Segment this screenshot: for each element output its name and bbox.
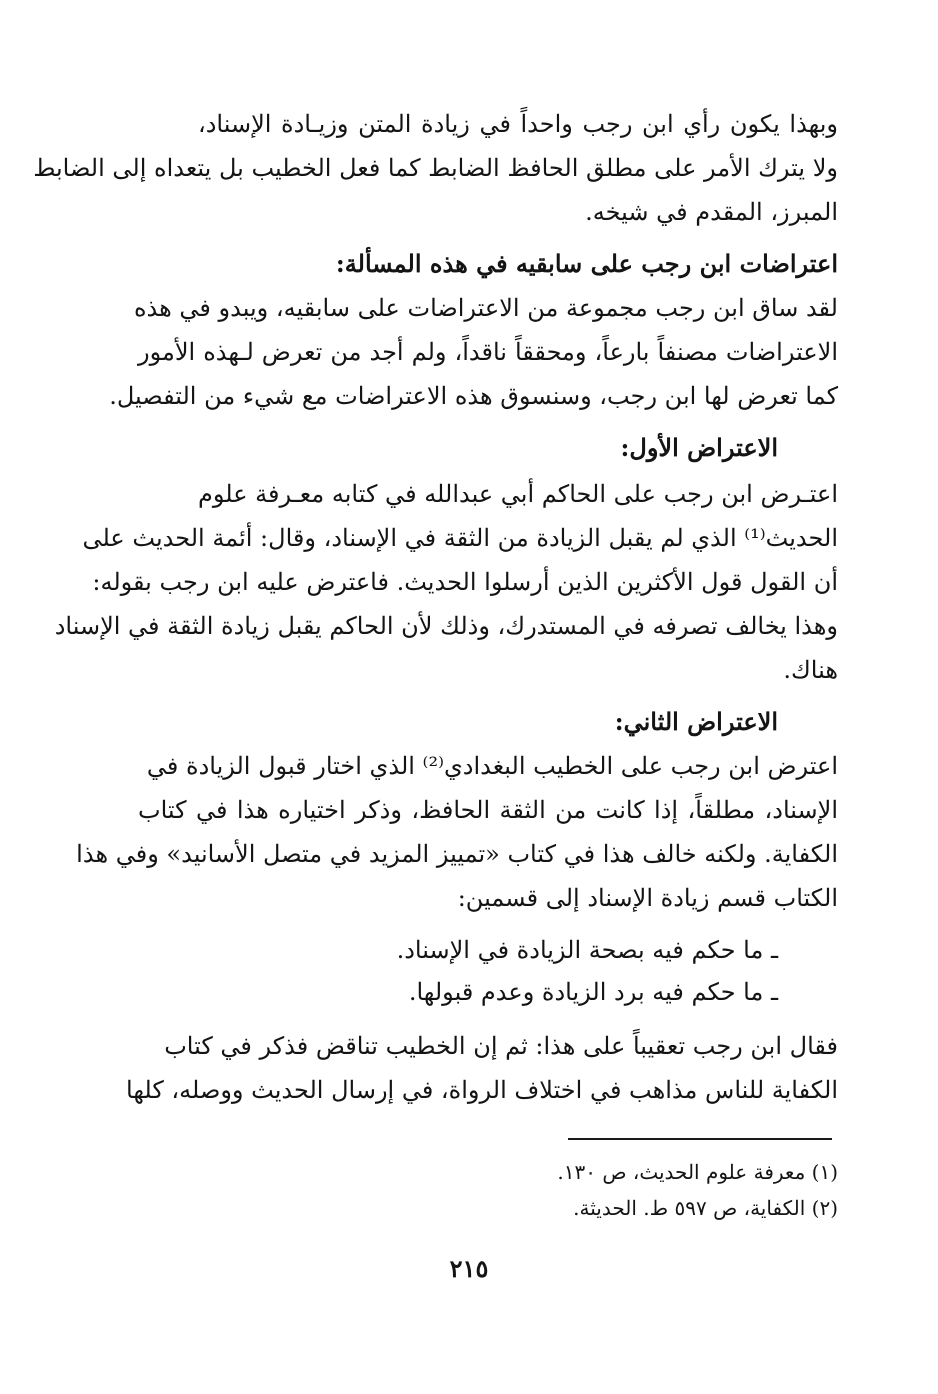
bullet-item: ـ ما حكم فيه بصحة الزيادة في الإسناد. bbox=[396, 936, 778, 964]
footnote-separator bbox=[568, 1138, 832, 1140]
paragraph-4-line-1: اعترض ابن رجب على الخطيب البغدادي⁽²⁾ الذي اختار قبول الزيادة في bbox=[146, 752, 838, 780]
footnote-2: (٢) الكفاية، ص ٥٩٧ ط. الحديثة. bbox=[573, 1196, 838, 1220]
page-number: ٢١٥ bbox=[449, 1254, 489, 1283]
paragraph-5-line-2: الكفاية للناس مذاهب في اختلاف الرواة، في إرسال الحديث ووصله، كلها bbox=[126, 1076, 838, 1104]
section-heading-second-objection: الاعتراض الثاني: bbox=[614, 707, 778, 736]
section-heading-first-objection: الاعتراض الأول: bbox=[620, 433, 778, 462]
paragraph-3-line-4: وهذا يخالف تصرفه في المستدرك، وذلك لأن الحاكم يقبل زيادة الثقة في الإسناد bbox=[54, 612, 838, 640]
paragraph-1-line-3: المبرز، المقدم في شيخه. bbox=[585, 198, 838, 226]
paragraph-2-line-1: لقد ساق ابن رجب مجموعة من الاعتراضات على سابقيه، ويبدو في هذه bbox=[133, 294, 838, 322]
paragraph-3-line-3: أن القول قول الأكثرين الذين أرسلوا الحديث. فاعترض عليه ابن رجب بقوله: bbox=[92, 568, 838, 596]
paragraph-4-line-3: الكفاية. ولكنه خالف هذا في كتاب «تمييز المزيد في متصل الأسانيد» وفي هذا bbox=[76, 840, 838, 868]
paragraph-1-line-2: ولا يترك الأمر على مطلق الحافظ الضابط كما فعل الخطيب بل يتعداه إلى الضابط bbox=[33, 154, 838, 182]
section-heading-objections: اعتراضات ابن رجب على سابقيه في هذه المسألة: bbox=[335, 249, 838, 278]
bullet-item: ـ ما حكم فيه برد الزيادة وعدم قبولها. bbox=[408, 978, 778, 1006]
footnote-1: (١) معرفة علوم الحديث، ص ١٣٠. bbox=[557, 1160, 838, 1184]
paragraph-4-line-2: الإسناد، مطلقاً، إذا كانت من الثقة الحافظ، وذكر اختياره هذا في كتاب bbox=[138, 796, 838, 824]
paragraph-4-line-4: الكتاب قسم زيادة الإسناد إلى قسمين: bbox=[457, 884, 838, 912]
paragraph-3-line-5: هناك. bbox=[783, 656, 838, 684]
paragraph-2-line-2: الاعتراضات مصنفاً بارعاً، ومحققاً ناقداً، ولم أجد من تعرض لـهذه الأمور bbox=[138, 338, 838, 366]
paragraph-1-line-1: وبهذا يكون رأي ابن رجب واحداً في زيادة المتن وزيـادة الإسناد، bbox=[198, 110, 838, 138]
paragraph-2-line-3: كما تعرض لها ابن رجب، وسنسوق هذه الاعتراضات مع شيء من التفصيل. bbox=[109, 382, 838, 410]
paragraph-3-line-1: اعتـرض ابن رجب على الحاكم أبي عبدالله في كتابه معـرفة علوم bbox=[198, 480, 838, 508]
paragraph-5-line-1: فقال ابن رجب تعقيباً على هذا: ثم إن الخطيب تناقض فذكر في كتاب bbox=[164, 1032, 838, 1060]
paragraph-3-line-2: الحديث⁽¹⁾ الذي لم يقبل الزيادة من الثقة في الإسناد، وقال: أئمة الحديث على bbox=[82, 524, 838, 552]
